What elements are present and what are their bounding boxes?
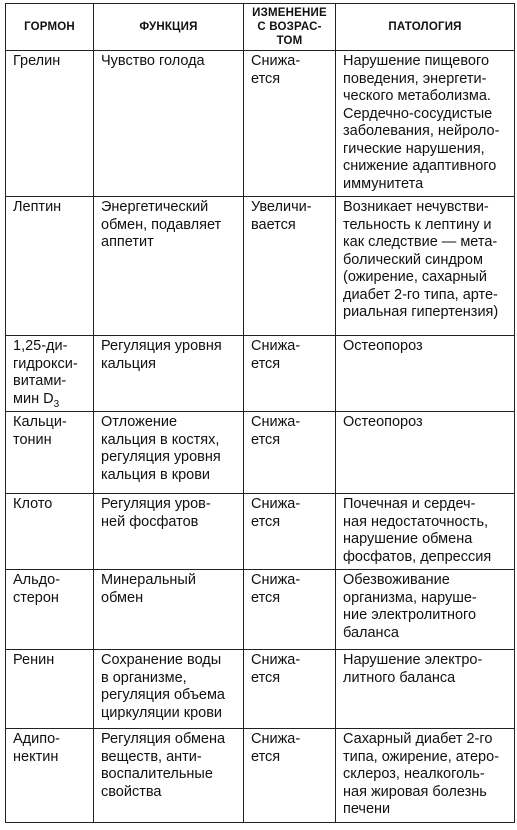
table-row: [6, 570, 515, 650]
hormone-cell: [6, 412, 94, 494]
age-change-cell: [244, 197, 336, 336]
pathology-cell-text: Возникает нечувстви- тельность к лептину и как следствие — мета- болический синдром (ожирение, сахарный диабет 2-го типа, арте- риальная гипертензия): [343, 199, 499, 320]
pathology-cell-text: Обезвоживание организма, наруше- ние электролитного баланса: [343, 572, 477, 641]
pathology-cell: [336, 197, 515, 336]
function-cell-text: Регуляция уровня кальция: [101, 338, 222, 372]
age-change-cell-text: Снижа- ется: [251, 338, 301, 372]
table-row: [6, 494, 515, 570]
age-change-cell-text: Увеличи- вается: [251, 199, 312, 233]
hormone-cell: [6, 336, 94, 412]
age-change-cell: [244, 51, 336, 197]
pathology-cell: [336, 494, 515, 570]
hormone-cell: [6, 197, 94, 336]
table-row: [6, 197, 515, 336]
function-cell-text: Минеральный обмен: [101, 572, 196, 606]
header-hormone: ГОРМОН: [6, 4, 94, 51]
age-change-cell: [244, 336, 336, 412]
function-cell-text: Регуляция уров- ней фосфатов: [101, 496, 211, 530]
pathology-cell: [336, 51, 515, 197]
hormone-cell-text: Клото: [13, 496, 53, 512]
hormone-cell-text: Ренин: [13, 652, 55, 668]
table-row: [6, 729, 515, 823]
function-cell: [94, 650, 244, 729]
table-body: [6, 51, 515, 823]
hormone-cell: [6, 570, 94, 650]
table-row: [6, 51, 515, 197]
pathology-cell: [336, 412, 515, 494]
hormone-cell: [6, 494, 94, 570]
hormone-cell-text: Лептин: [13, 199, 62, 215]
age-change-cell: [244, 570, 336, 650]
function-cell: [94, 494, 244, 570]
function-cell: [94, 51, 244, 197]
function-cell: [94, 336, 244, 412]
pathology-cell-text: Нарушение пищевого поведения, энергети- ческого метаболизма. Сердечно-сосудистые заболевания, нейроло- гические нарушения, снижение адаптивного иммунитета: [343, 53, 500, 192]
hormone-cell-text: Альдо- стерон: [13, 572, 61, 606]
pathology-cell-text: Остеопороз: [343, 338, 423, 354]
function-cell-text: Энергетический обмен, подавляет аппетит: [101, 199, 222, 250]
hormone-table: [5, 3, 515, 823]
hormone-cell: [6, 650, 94, 729]
pathology-cell: [336, 336, 515, 412]
age-change-cell: [244, 650, 336, 729]
age-change-cell: [244, 729, 336, 823]
age-change-cell: [244, 412, 336, 494]
table-header: [6, 4, 515, 51]
function-cell: [94, 197, 244, 336]
table-row: [6, 650, 515, 729]
header-row: [6, 4, 515, 51]
age-change-cell-text: Снижа- ется: [251, 414, 301, 448]
function-cell: [94, 412, 244, 494]
hormone-cell-text: Кальци- тонин: [13, 414, 67, 448]
hormone-cell-text: 1,25-ди- гидрокси- витами- мин D: [13, 338, 78, 407]
age-change-cell-text: Снижа- ется: [251, 652, 301, 686]
hormone-cell: [6, 51, 94, 197]
table-row: [6, 412, 515, 494]
header-pathology: ПАТОЛОГИЯ: [336, 4, 515, 51]
pathology-cell-text: Остеопороз: [343, 414, 423, 430]
function-cell-text: Сохранение воды в организме, регуляция объема циркуляции крови: [101, 652, 225, 721]
age-change-cell-text: Снижа- ется: [251, 496, 301, 530]
pathology-cell: [336, 570, 515, 650]
pathology-cell-text: Почечная и сердеч- ная недостаточность, нарушение обмена фосфатов, депрессия: [343, 496, 492, 565]
pathology-cell-text: Сахарный диабет 2-го типа, ожирение, атеро- склероз, неалкоголь- ная жировая болезнь печени: [343, 731, 500, 817]
pathology-cell: [336, 729, 515, 823]
table-row: [6, 336, 515, 412]
function-cell-text: Чувство голода: [101, 53, 205, 69]
header-function: ФУНКЦИЯ: [94, 4, 244, 51]
function-cell: [94, 729, 244, 823]
function-cell-text: Регуляция обмена веществ, анти- воспалительные свойства: [101, 731, 226, 800]
header-age-change: ИЗМЕНЕНИЕ С ВОЗРАС- ТОМ: [244, 4, 336, 51]
age-change-cell-text: Снижа- ется: [251, 731, 301, 765]
hormone-cell-text: Адипо- нектин: [13, 731, 60, 765]
age-change-cell-text: Снижа- ется: [251, 572, 301, 606]
pathology-cell-text: Нарушение электро- литного баланса: [343, 652, 483, 686]
age-change-cell: [244, 494, 336, 570]
hormone-cell: [6, 729, 94, 823]
pathology-cell: [336, 650, 515, 729]
hormone-subscript: 3: [53, 398, 60, 410]
age-change-cell-text: Снижа- ется: [251, 53, 301, 87]
hormone-cell-text: Грелин: [13, 53, 61, 69]
function-cell: [94, 570, 244, 650]
function-cell-text: Отложение кальция в костях, регуляция уровня кальция в крови: [101, 414, 221, 483]
